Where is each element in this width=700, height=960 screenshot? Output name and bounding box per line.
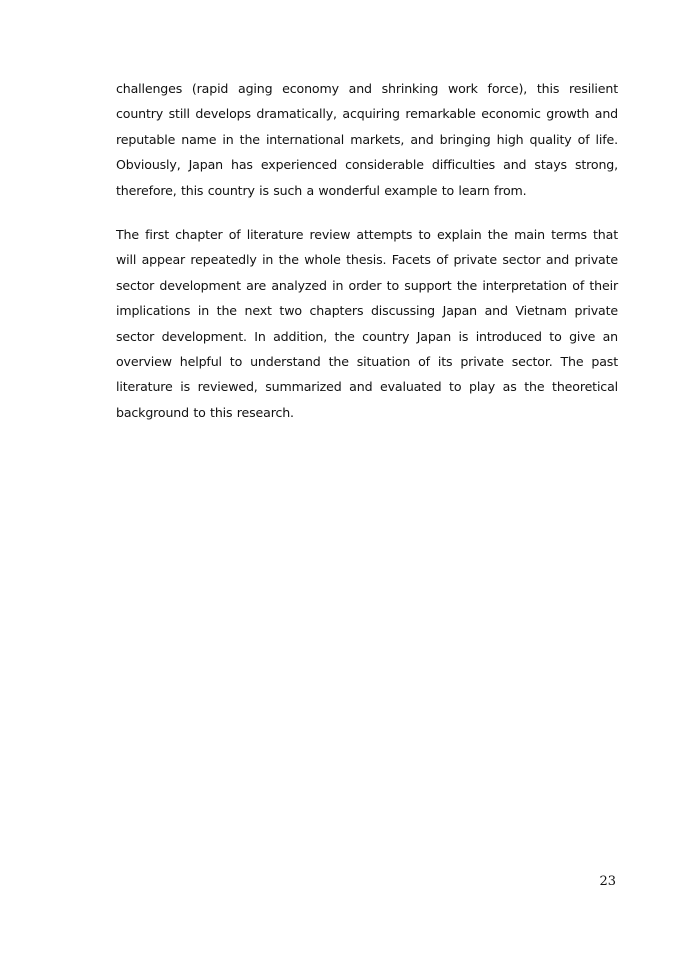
page-number: 23 — [599, 874, 616, 889]
paragraph-chapter-overview: The first chapter of literature review attempts to explain the main terms that will appear repeatedly in the whole thesis. Facets of private sector and private sector development are analyzed in order to support the interpretation of their implications in the next two chapters discussing Japan and Vietnam private sector development. In addition, the country Japan is introduced to give an overview helpful to understand the situation of its private sector. The past literature is reviewed, summarized and evaluated to play as the theoretical background to this research. — [116, 227, 618, 420]
paragraph-continuation: challenges (rapid aging economy and shrinking work force), this resilient country still develops dramatically, acquiring remarkable economic growth and reputable name in the international markets, and bringing high quality of life. Obviously, Japan has experienced considerable difficulties and stays strong, therefore, this country is such a wonderful example to learn from. — [116, 81, 618, 198]
